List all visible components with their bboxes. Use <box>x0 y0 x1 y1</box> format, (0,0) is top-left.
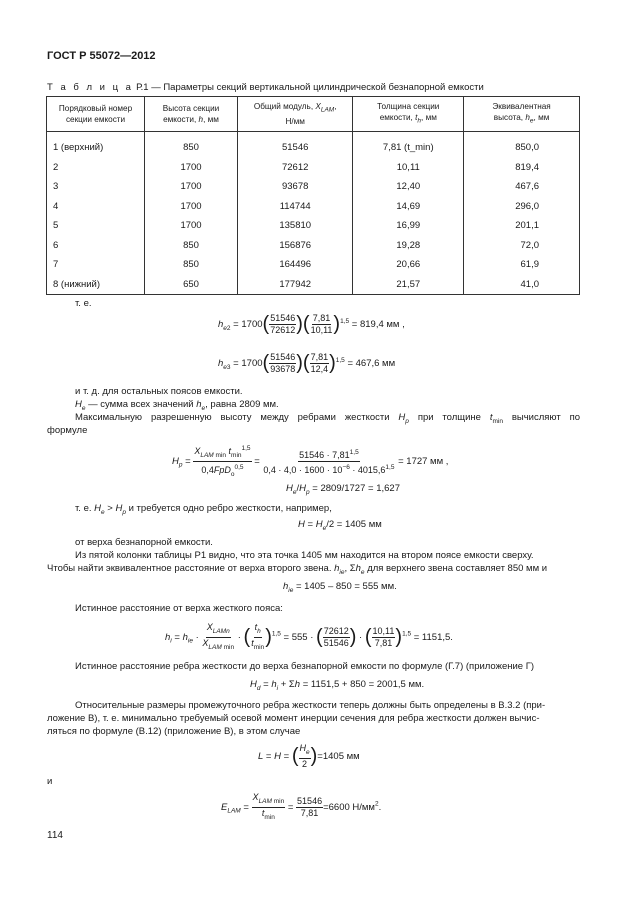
L-result: =1405 мм <box>317 750 360 762</box>
table-cell: 21,57 <box>353 275 464 295</box>
table-cell: 1700 <box>145 158 238 178</box>
table-cell: 1 (верхний) <box>47 132 145 158</box>
col-header-thickness: Толщина секции емкости, $t_h$, мм <box>353 97 464 132</box>
table-cell: 72612 <box>237 158 352 178</box>
table-row <box>47 177 580 197</box>
table-cell: 93678 <box>237 177 352 197</box>
table-row <box>47 216 580 236</box>
table-row <box>47 158 580 178</box>
col5-line2: Чтобы найти эквивалентное расстояние от верха второго звена. $h_{ie}$, $\Sigma h_e$ для верхнего звена составляет 850 мм и <box>47 563 548 576</box>
document-header: ГОСТ Р 55072—2012 <box>47 50 156 62</box>
equation-L: L = H = ( $\frac{H_e}{2}$ )=1405 мм <box>258 743 360 769</box>
formula-word: формуле <box>47 425 88 436</box>
table-cell: 177942 <box>237 275 352 295</box>
col5-line1: Из пятой колонки таблицы Р1 видно, что эта точка 1405 мм находится на втором поясе емкости сверху. <box>75 550 534 561</box>
equation-H: $H = H_e/2 = 1405$ мм <box>298 519 382 532</box>
equation-he3: $h_{e3} = 1700$( $\frac{51546}{93678}$ )( $\frac{7,81}{12,4}$ )$^{1,5}$ = 467,6 мм <box>218 352 396 374</box>
table-cell: 4 <box>47 197 145 217</box>
table-cell: 20,66 <box>353 255 464 275</box>
table-cell: 41,0 <box>464 275 580 295</box>
E-result: =6600 Н/мм <box>323 801 375 813</box>
he-sum-text: $H_e$ — сумма всех значений $h_e$, равна 2809 мм. <box>75 399 279 412</box>
table-row <box>47 197 580 217</box>
and-word: и <box>47 776 53 787</box>
equation-hp: $H_p$ = $\frac{X_{LAM min} t_{min}^{1,5}}{0,4FpD_o^{0,5}}$ = $\frac{51546 \cdot 7,81^{1,5}}{0,4 \cdot 4,0 \cdot 1600 \cdot 10^{-6} \cdot 4015,6^{1,5}}$ = 1727 мм , <box>172 445 449 478</box>
table-cell: 51546 <box>237 132 352 158</box>
table-cell: 1700 <box>145 177 238 197</box>
table-cell: 467,6 <box>464 177 580 197</box>
table-row <box>47 255 580 275</box>
table-cell: 114744 <box>237 197 352 217</box>
true-distance-text: Истинное расстояние от верха жесткого пояса: <box>75 603 283 614</box>
he3-result: = 467,6 мм <box>347 358 396 370</box>
and-so-on-text: и т. д. для остальных поясов емкости. <box>75 386 243 397</box>
table-cell: 72,0 <box>464 236 580 256</box>
table-cell: 850 <box>145 255 238 275</box>
table-cell: 16,99 <box>353 216 464 236</box>
equation-E: $E_{LAM}$ = $\frac{X_{LAM min}}{t_{min}}$ = $\frac{51546}{7,81}$ =6600 $Н/мм^2$. <box>221 792 382 821</box>
relative-line3: ляться по формуле (В.12) (приложение В), в этом случае <box>47 726 301 737</box>
max-height-text: Максимальную разрешенную высоту между ребрами жесткости $H_p$ при толщине $t_{min}$ вычисляют по <box>75 412 581 425</box>
relative-line1: Относительные размеры промежуточного ребра жесткости теперь должны быть определены в В.3.2 (при- <box>75 700 546 711</box>
table-cell: 10,11 <box>353 158 464 178</box>
hp-result: = 1727 мм , <box>398 455 449 467</box>
col-header-equiv: Эквивалентная высота, $h_e$, мм <box>464 97 580 132</box>
table-cell: 5 <box>47 216 145 236</box>
he2-result: = 819,4 мм , <box>351 319 405 331</box>
table-cell: 850,0 <box>464 132 580 158</box>
equation-hie: $h_{ie} = 1405 - 850 = 555$ мм. <box>283 581 397 594</box>
col-header-height: Высота секции емкости, h, мм <box>145 97 238 132</box>
table-cell: 135810 <box>237 216 352 236</box>
table-cell: 1700 <box>145 216 238 236</box>
caption-label: Т а б л и ц а <box>47 82 134 93</box>
table-cell: 2 <box>47 158 145 178</box>
table-header-row <box>47 97 580 132</box>
table-cell: 3 <box>47 177 145 197</box>
table-cell: 14,69 <box>353 197 464 217</box>
table-cell: 850 <box>145 236 238 256</box>
table-cell: 61,9 <box>464 255 580 275</box>
page-number: 114 <box>47 830 63 841</box>
table-cell: 296,0 <box>464 197 580 217</box>
table-row <box>47 236 580 256</box>
te-label-2: т. е. $H_e > H_p$ и требуется одно ребро жесткости, например, <box>75 503 332 516</box>
equation-he2: $h_{e2} = 1700$( $\frac{51546}{72612}$ )( $\frac{7,81}{10,11}$ )$^{1,5}$ = 819,4 мм , <box>218 313 405 335</box>
table-cell: 201,1 <box>464 216 580 236</box>
table-cell: 156876 <box>237 236 352 256</box>
table-cell: 8 (нижний) <box>47 275 145 295</box>
table-row <box>47 275 580 295</box>
equation-hi: $h_i = h_{ie}$ · $\frac{X_{LAMn}}{X_{LAM min}}$ · ( $\frac{t_h}{t_{min}}$ )$^{1,5}$ = 555 · ( $\frac{72612}{51546}$ ) · ( $\frac{10,11}{7,81}$ )$^{1,5}$ = 1151,5. <box>165 622 453 651</box>
equation-ratio: $H_e/H_p = 2809/1727 = 1,627$ <box>286 483 400 496</box>
table-cell: 1700 <box>145 197 238 217</box>
true-distance-text-2: Истинное расстояние ребра жесткости до верха безнапорной емкости по формуле (Г.7) (приложение Г) <box>75 661 535 672</box>
table-cell: 7,81 (t_min) <box>353 132 464 158</box>
table-caption <box>47 82 484 93</box>
caption-text: Р.1 — Параметры секций вертикальной цилиндрической безнапорной емкости <box>133 82 484 93</box>
col-header-modulus: Общий модуль, $X_{LAM}$, Н/мм <box>237 97 352 132</box>
table-cell: 850 <box>145 132 238 158</box>
table-row <box>47 132 580 158</box>
table-cell: 7 <box>47 255 145 275</box>
col-header-number: Порядковый номер секции емкости <box>47 97 145 132</box>
te-label-1: т. е. <box>75 298 92 309</box>
relative-line2: ложение В), т. е. минимально требуемый осевой момент инерции сечения для ребра жесткости должен вычис- <box>47 713 540 724</box>
table-cell: 6 <box>47 236 145 256</box>
hi-result: = 1151,5. <box>413 631 453 643</box>
from-top-text: от верха безнапорной емкости. <box>75 537 213 548</box>
equation-hd: $H_d = h_i + \Sigma h = 1151,5 + 850 = 2001,5$ мм. <box>250 679 425 692</box>
parameters-table <box>46 96 580 295</box>
table-cell: 164496 <box>237 255 352 275</box>
table-cell: 650 <box>145 275 238 295</box>
table-cell: 19,28 <box>353 236 464 256</box>
table-cell: 819,4 <box>464 158 580 178</box>
table-cell: 12,40 <box>353 177 464 197</box>
